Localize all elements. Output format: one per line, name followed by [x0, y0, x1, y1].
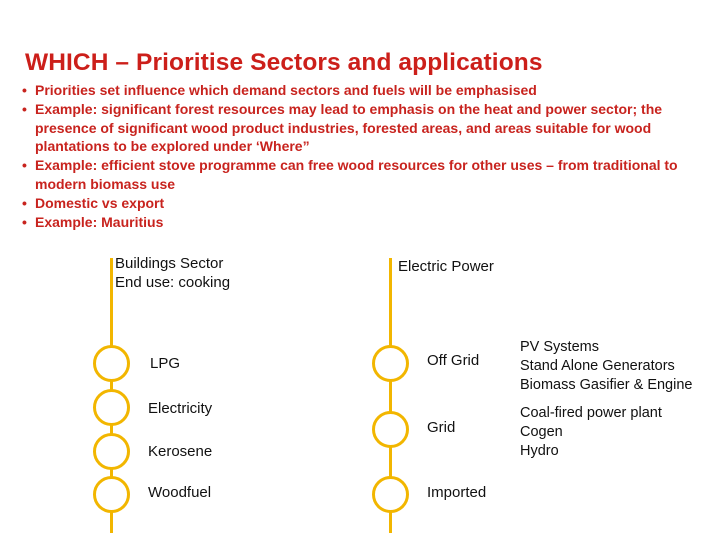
off-grid-detail: Stand Alone Generators	[520, 358, 675, 374]
bullet-item: • Priorities set influence which demand sectors and fuels will be emphasised	[22, 81, 712, 100]
buildings-sector-heading	[115, 254, 230, 292]
buildings-circle-2	[93, 389, 130, 426]
electric-power-heading: Electric Power	[398, 258, 494, 275]
buildings-sector-heading-line1: Buildings Sector	[115, 255, 224, 272]
buildings-sector-heading-line2: End use: cooking	[115, 274, 231, 291]
electric-item-grid: Grid	[427, 419, 456, 436]
bullet-item: • Example: efficient stove programme can free wood resources for other uses – from traditional to modern biomass use	[22, 156, 712, 194]
buildings-circle-1	[93, 345, 130, 382]
buildings-item-woodfuel: Woodfuel	[148, 484, 212, 501]
electric-circle-3	[372, 476, 409, 513]
buildings-item-lpg: LPG	[150, 355, 181, 372]
buildings-circle-4	[93, 476, 130, 513]
grid-detail: Hydro	[520, 443, 559, 459]
off-grid-details	[520, 338, 692, 395]
bullet-item: • Example: Mauritius	[22, 213, 712, 232]
electric-item-off-grid: Off Grid	[427, 352, 480, 369]
electric-circle-1	[372, 345, 409, 382]
page-title: WHICH – Prioritise Sectors and applications	[25, 49, 543, 76]
buildings-item-electricity: Electricity	[148, 400, 213, 417]
grid-detail: Cogen	[520, 424, 563, 440]
electric-item-imported: Imported	[427, 484, 487, 501]
bullet-item: • Domestic vs export	[22, 194, 712, 213]
electric-circle-2	[372, 411, 409, 448]
off-grid-detail: Biomass Gasifier & Engine	[520, 377, 693, 393]
off-grid-detail: PV Systems	[520, 339, 599, 355]
bullet-list	[22, 81, 712, 231]
bullet-item: • Example: significant forest resources may lead to emphasis on the heat and power sector; the presence of significant wood product industries, forested areas, and areas suitable for wood plantations to be explored under ‘Where”	[22, 100, 712, 156]
buildings-item-kerosene: Kerosene	[148, 443, 213, 460]
grid-detail: Coal-fired power plant	[520, 405, 662, 421]
grid-details	[520, 404, 662, 461]
buildings-circle-3	[93, 433, 130, 470]
